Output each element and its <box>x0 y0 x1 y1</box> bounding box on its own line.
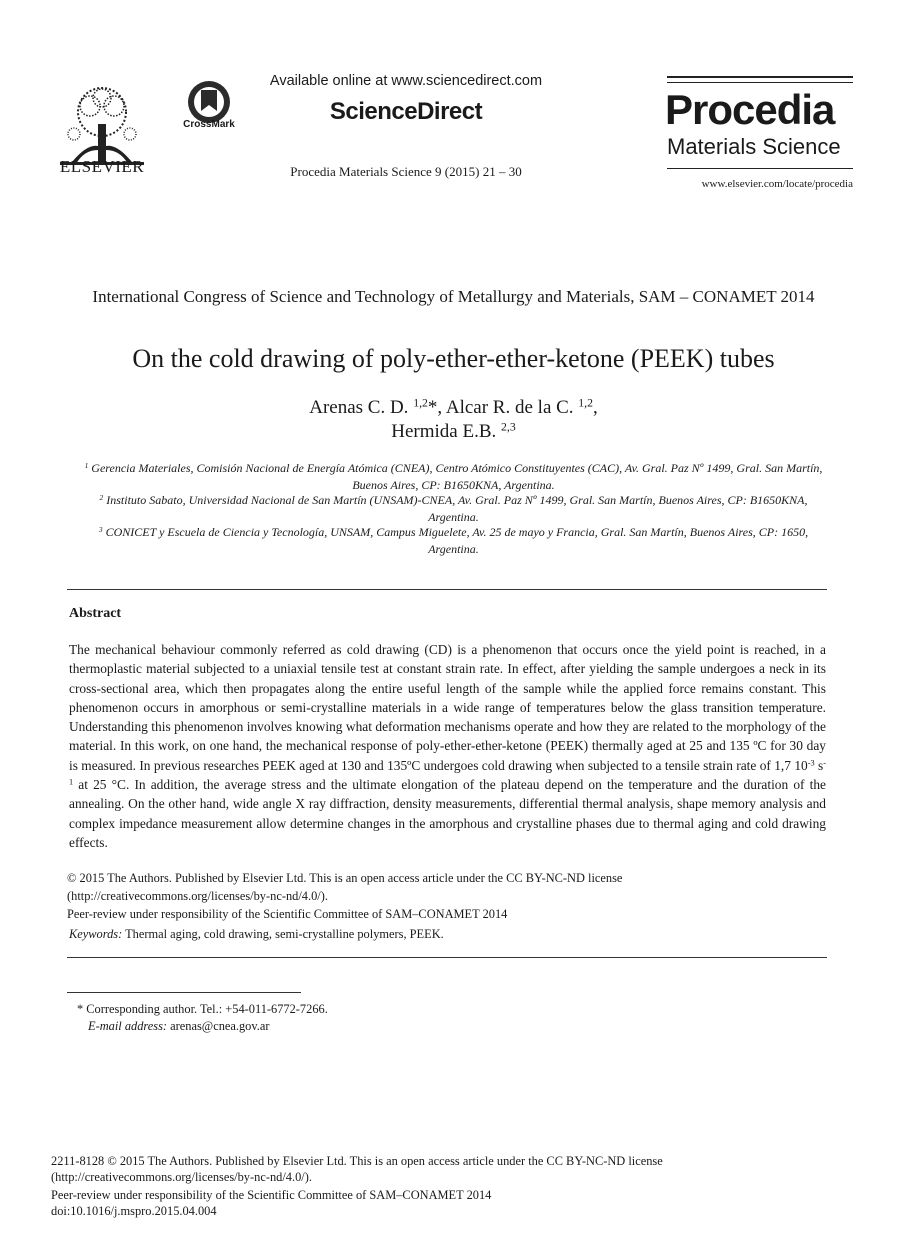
author-3-name: Hermida E.B. <box>391 421 497 442</box>
footnote-rule <box>67 992 301 993</box>
email-footnote <box>88 1019 270 1034</box>
sciencedirect-brand: ScienceDirect <box>329 98 483 125</box>
available-online-text: Available online at www.sciencedirect.com <box>269 73 543 89</box>
license-link[interactable]: (http://creativecommons.org/licenses/by-nc-nd/4.0/). <box>67 889 328 903</box>
abstract-text-1: The mechanical behaviour commonly referred as cold drawing (CD) is a phenomenon that occurs once the yield point is reached, in a thermoplastic material subjected to a uniaxial tensile test at constant strain rate. In effect, after yielding the sample undergoes a neck in its cross-sectional area, which then propagates along the entire useful length of the sample while the applied force remains constant. This phenomenon occurs in amorphous or semi-crystalline materials in a wide range of temperatures below the glass transition temperature. Understanding this phenomenon involves knowing what deformation mechanisms operate and how they are related to the morphology of the material. In this work, on one hand, the mechanical response of poly-ether-ether-ketone (PEEK) thermally aged at 25 and 135 ºC for 30 day is measured. In previous researches PEEK aged at 130 and 135ºC undergoes cold drawing when subjected to a tensile strain rate of 1,7 10 <box>69 642 826 773</box>
affiliation-3 <box>80 524 827 557</box>
journal-reference: Procedia Materials Science 9 (2015) 21 – 30 <box>290 164 522 179</box>
abstract-top-rule <box>67 589 827 590</box>
affiliation-3-text: CONICET y Escuela de Ciencia y Tecnología, UNSAM, Campus Miguelete, Av. 25 de mayo y Francia, Gral. San Martín, Buenos Aires, CP: 1650, Argentina. <box>105 525 809 556</box>
author-2-separator: , <box>593 397 598 418</box>
bottom-peer-review: Peer-review under responsibility of the Scientific Committee of SAM–CONAMET 2014 <box>51 1188 492 1202</box>
email-label: E-mail address: <box>88 1019 168 1033</box>
abstract-exponent-1: -3 <box>807 758 815 768</box>
procedia-top-rule <box>667 76 853 78</box>
keywords <box>69 927 444 942</box>
bottom-issn-license: 2211-8128 © 2015 The Authors. Published by Elsevier Ltd. This is an open access article under the CC BY-NC-ND license <box>51 1154 663 1168</box>
procedia-title: Procedia <box>665 86 835 133</box>
affiliation-1-text: Gerencia Materiales, Comisión Nacional de Energía Atómica (CNEA), Centro Atómico Constituyentes (CAC), Av. Gral. Paz Nº 1499, Gral. San Martín, Buenos Aires, CP: B1650KNA, Argentina. <box>91 461 823 492</box>
author-1-corresponding-mark: *, <box>427 397 446 418</box>
abstract-text-2: s <box>814 757 824 773</box>
affiliation-1-number: 1 <box>84 460 89 470</box>
affiliation-2-text: Instituto Sabato, Universidad Nacional de San Martín (UNSAM)-CNEA, Av. Gral. Paz Nº 1499, Gral. San Martín, Buenos Aires, CP: B1650KNA, Argentina. <box>106 493 808 524</box>
peer-review-statement: Peer-review under responsibility of the Scientific Committee of SAM–CONAMET 2014 <box>67 907 508 921</box>
keywords-label: Keywords: <box>69 927 123 941</box>
author-1-name: Arenas C. D. <box>309 397 409 418</box>
affiliation-2 <box>80 492 827 525</box>
crossmark-label: CrossMark <box>183 119 235 130</box>
abstract-exponent-2: -1 <box>69 758 826 787</box>
abstract-body <box>69 640 826 852</box>
affiliation-3-number: 3 <box>98 524 103 534</box>
paper-title: On the cold drawing of poly-ether-ether-ketone (PEEK) tubes <box>132 344 775 373</box>
procedia-subtitle: Materials Science <box>667 134 841 159</box>
abstract-heading: Abstract <box>69 606 122 621</box>
author-3-affiliation: 2,3 <box>501 420 516 434</box>
affiliation-2-number: 2 <box>99 492 104 502</box>
license-statement: © 2015 The Authors. Published by Elsevier Ltd. This is an open access article under the CC BY-NC-ND license <box>67 871 623 885</box>
email-address[interactable]: arenas@cnea.gov.ar <box>167 1019 270 1033</box>
author-1-affiliation: 1,2 <box>413 396 428 410</box>
abstract-text-3: at 25 °C. In addition, the average stress and the ultimate elongation of the plateau depend on the temperature and the duration of the annealing. On the other hand, wide angle X ray diffraction, density measurements, differential thermal analysis, shape memory analysis and complex impedance measurement allow determine changes in the amorphous and crystalline phases due to thermal aging and cold drawing effects. <box>69 777 826 850</box>
keywords-text: Thermal aging, cold drawing, semi-crystalline polymers, PEEK. <box>122 927 444 941</box>
elsevier-wordmark: ELSEVIER <box>59 157 145 176</box>
corresponding-author-footnote: * Corresponding author. Tel.: +54-011-6772-7266. <box>77 1002 328 1016</box>
conference-name: International Congress of Science and Technology of Metallurgy and Materials, SAM – CONAMET 2014 <box>92 287 815 306</box>
affiliation-1 <box>80 460 827 493</box>
bottom-doi[interactable]: doi:10.1016/j.mspro.2015.04.004 <box>51 1204 217 1218</box>
procedia-url[interactable]: www.elsevier.com/locate/procedia <box>701 178 853 190</box>
author-2-affiliation: 1,2 <box>578 396 594 410</box>
procedia-top-rule-thin <box>667 82 853 83</box>
bottom-license-link[interactable]: (http://creativecommons.org/licenses/by-nc-nd/4.0/). <box>51 1170 312 1184</box>
abstract-bottom-rule <box>67 957 827 958</box>
authors-line-2 <box>80 421 827 443</box>
authors-line-1 <box>80 397 827 419</box>
author-2-name: Alcar R. de la C. <box>445 397 574 418</box>
procedia-bottom-rule <box>667 168 853 169</box>
